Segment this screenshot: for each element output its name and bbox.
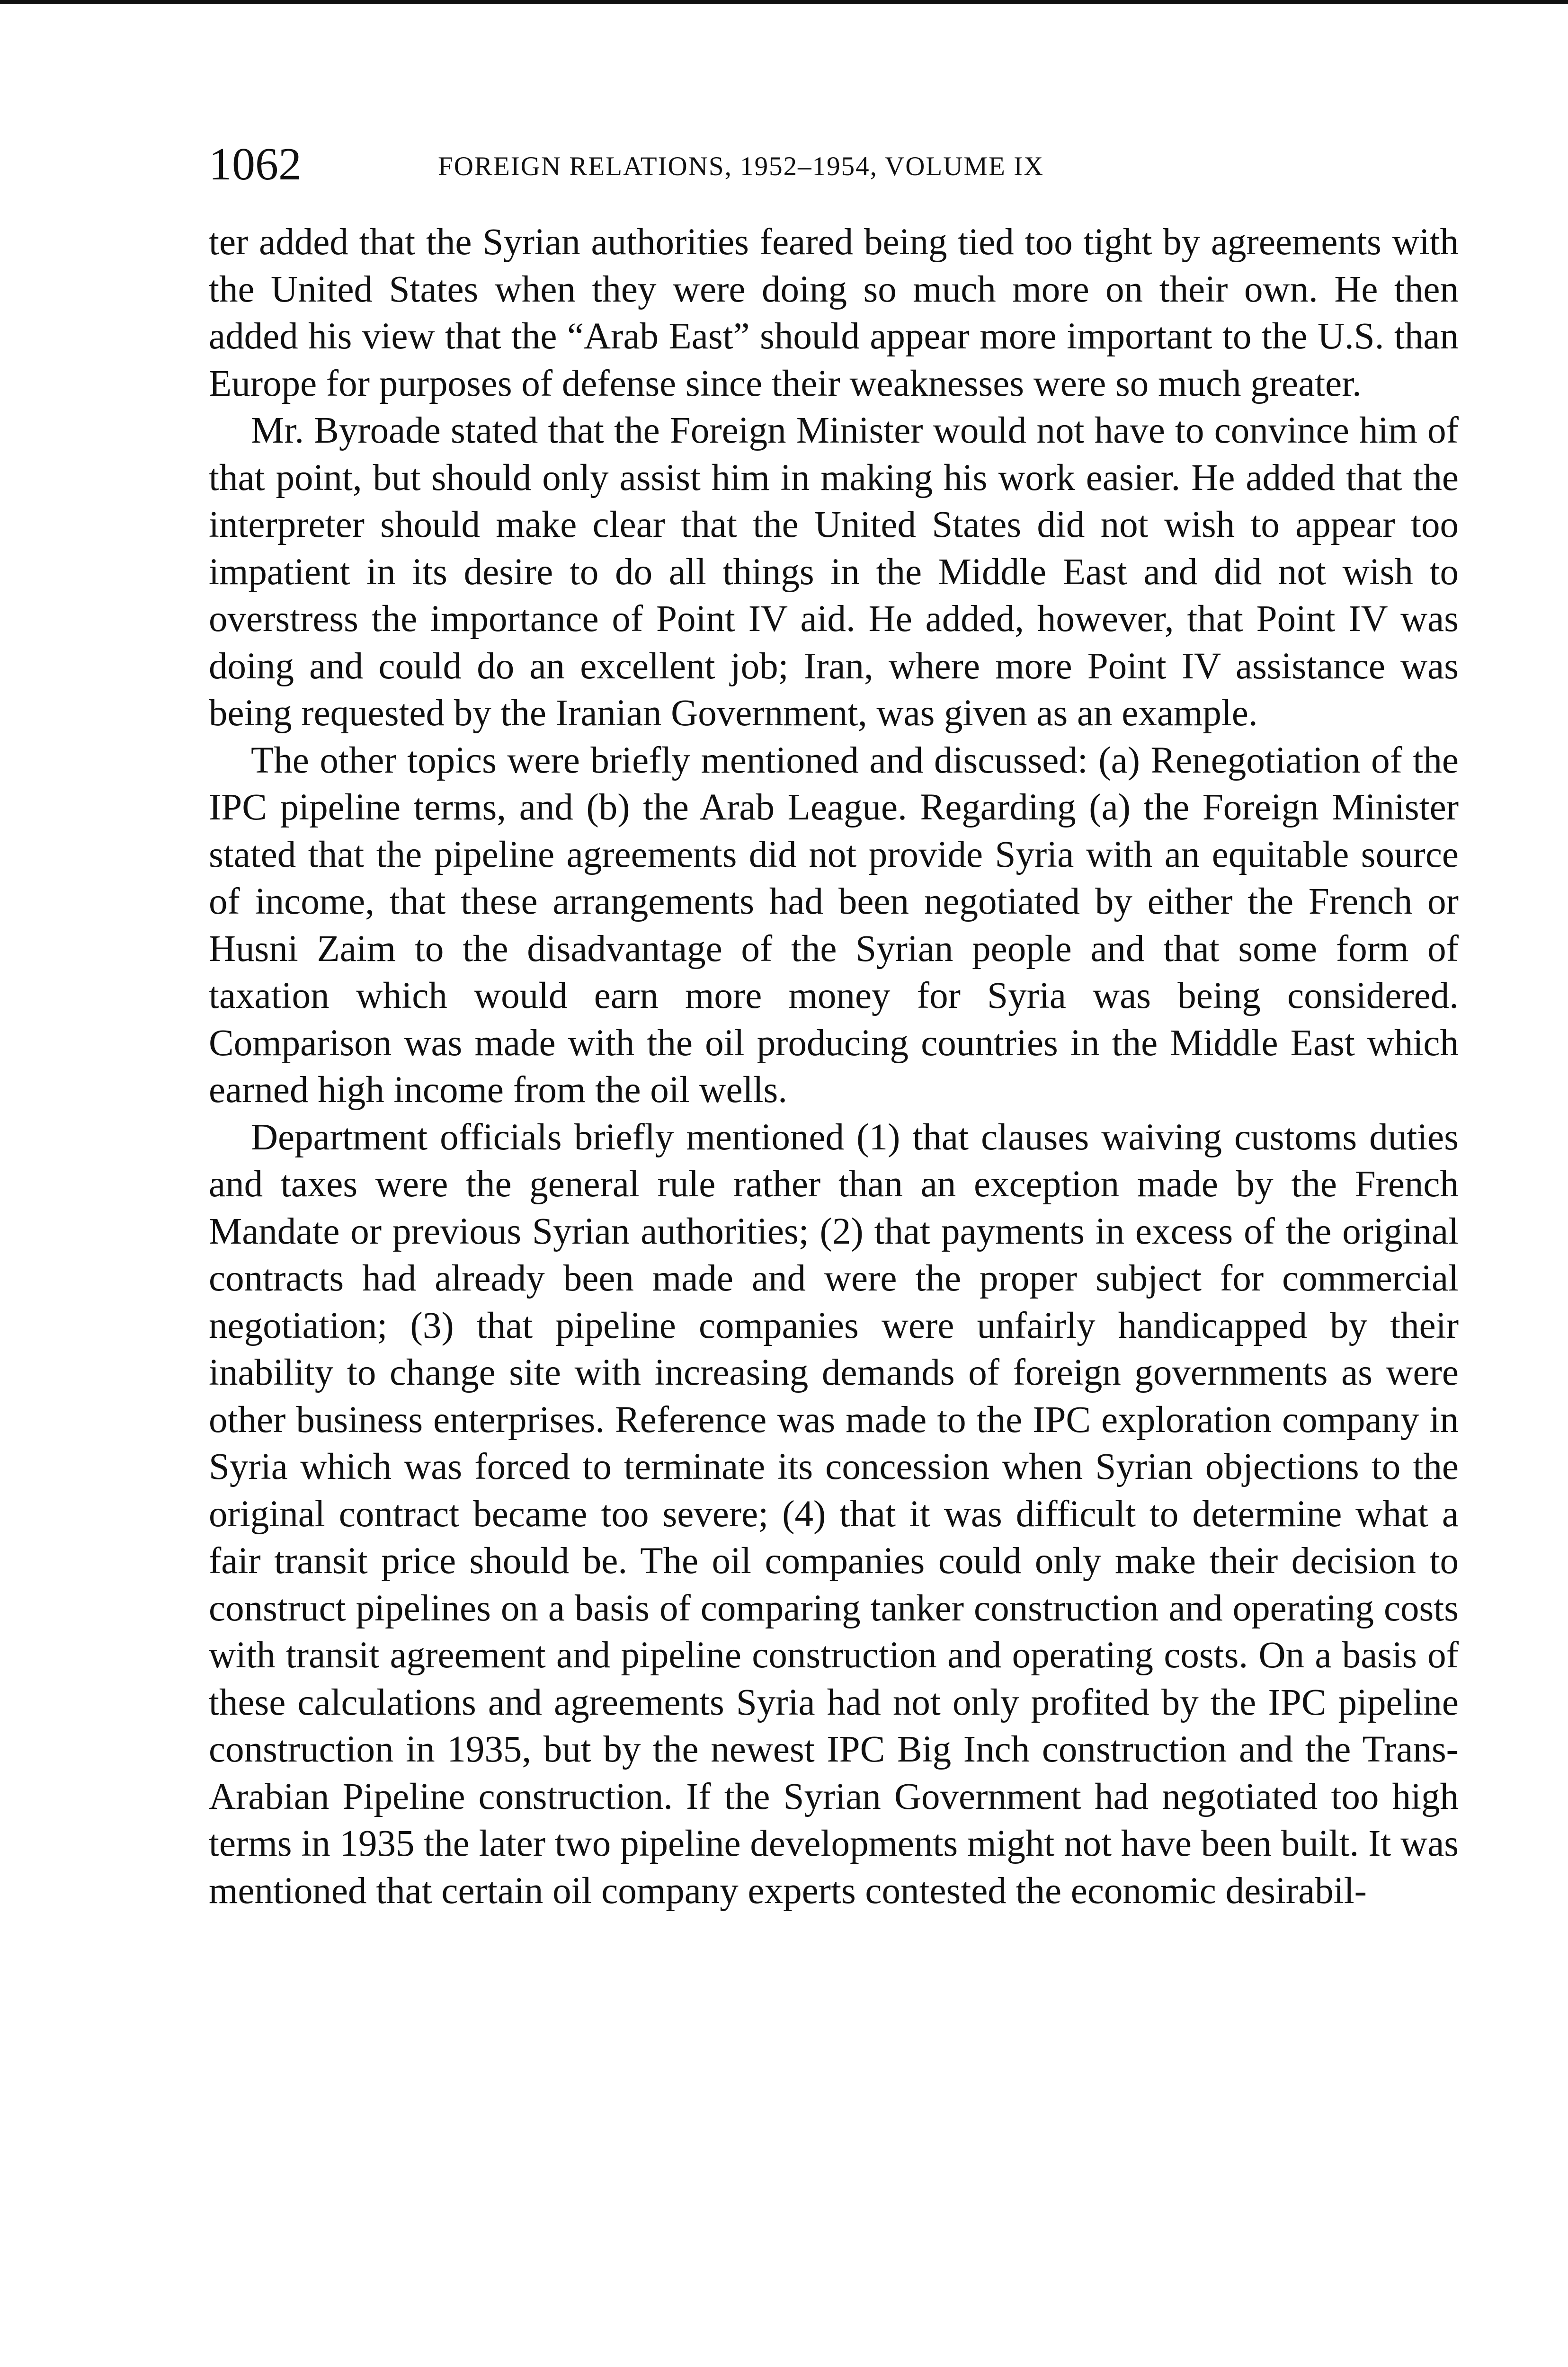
paragraph-byroade: Mr. Byroade stated that the Foreign Minister would not have to convince him of that point, but should only assist him in making his work easier. He added that the interpreter should make clear that the United States did not wish to appear too impatient in its desire to do all things in the Middle East and did not wish to overstress the importance of Point IV aid. He added, however, that Point IV was doing and could do an excellent job; Iran, where more Point IV assistance was being requested by the Iranian Government, was given as an example. <box>209 410 1459 734</box>
paragraph-other-topics: The other topics were briefly mentioned and discussed: (a) Renegotiation of the IPC pipeline terms, and (b) the Arab League. Regarding (a) the Foreign Minister stated that the pipeline agreements did not provide Syria with an equitable source of income, that these arrangements had been negotiated by either the French or Husni Zaim to the disadvantage of the Syrian people and that some form of taxation which would earn more money for Syria was being considered. Comparison was made with the oil producing countries in the Middle East which earned high income from the oil wells. <box>209 739 1459 1111</box>
page-header <box>209 138 1459 190</box>
running-head: FOREIGN RELATIONS, 1952–1954, VOLUME IX <box>438 151 1044 181</box>
body-text <box>209 219 1459 1914</box>
top-border-rule <box>0 0 1568 4</box>
page-number: 1062 <box>209 139 302 190</box>
paragraph-continued: ter added that the Syrian authorities feared being tied too tight by agreements with the United States when they were doing so much more on their own. He then added his view that the “Arab East” should appear more important to the U.S. than Europe for purposes of defense since their weaknesses were so much greater. <box>209 222 1459 404</box>
paragraph-department-officials: Department officials briefly mentioned (1) that clauses waiving customs duties and taxes were the general rule rather than an exception made by the French Mandate or previous Syrian authorities; (2) that payments in excess of the original contracts had already been made and were the proper subject for commercial negotiation; (3) that pipeline companies were unfairly handicapped by their inability to change site with increasing demands of foreign governments as were other business enterprises. Reference was made to the IPC exploration company in Syria which was forced to terminate its concession when Syrian objections to the original contract became too severe; (4) that it was difficult to determine what a fair transit price should be. The oil companies could only make their decision to construct pipelines on a basis of comparing tanker construction and operating costs with transit agreement and pipeline construction and operating costs. On a basis of these calculations and agreements Syria had not only profited by the IPC pipeline construction in 1935, but by the newest IPC Big Inch construction and the Trans-Arabian Pipeline construction. If the Syrian Government had negotiated too high terms in 1935 the later two pipeline developments might not have been built. It was mentioned that certain oil company experts contested the economic desirabil- <box>209 1116 1459 1912</box>
